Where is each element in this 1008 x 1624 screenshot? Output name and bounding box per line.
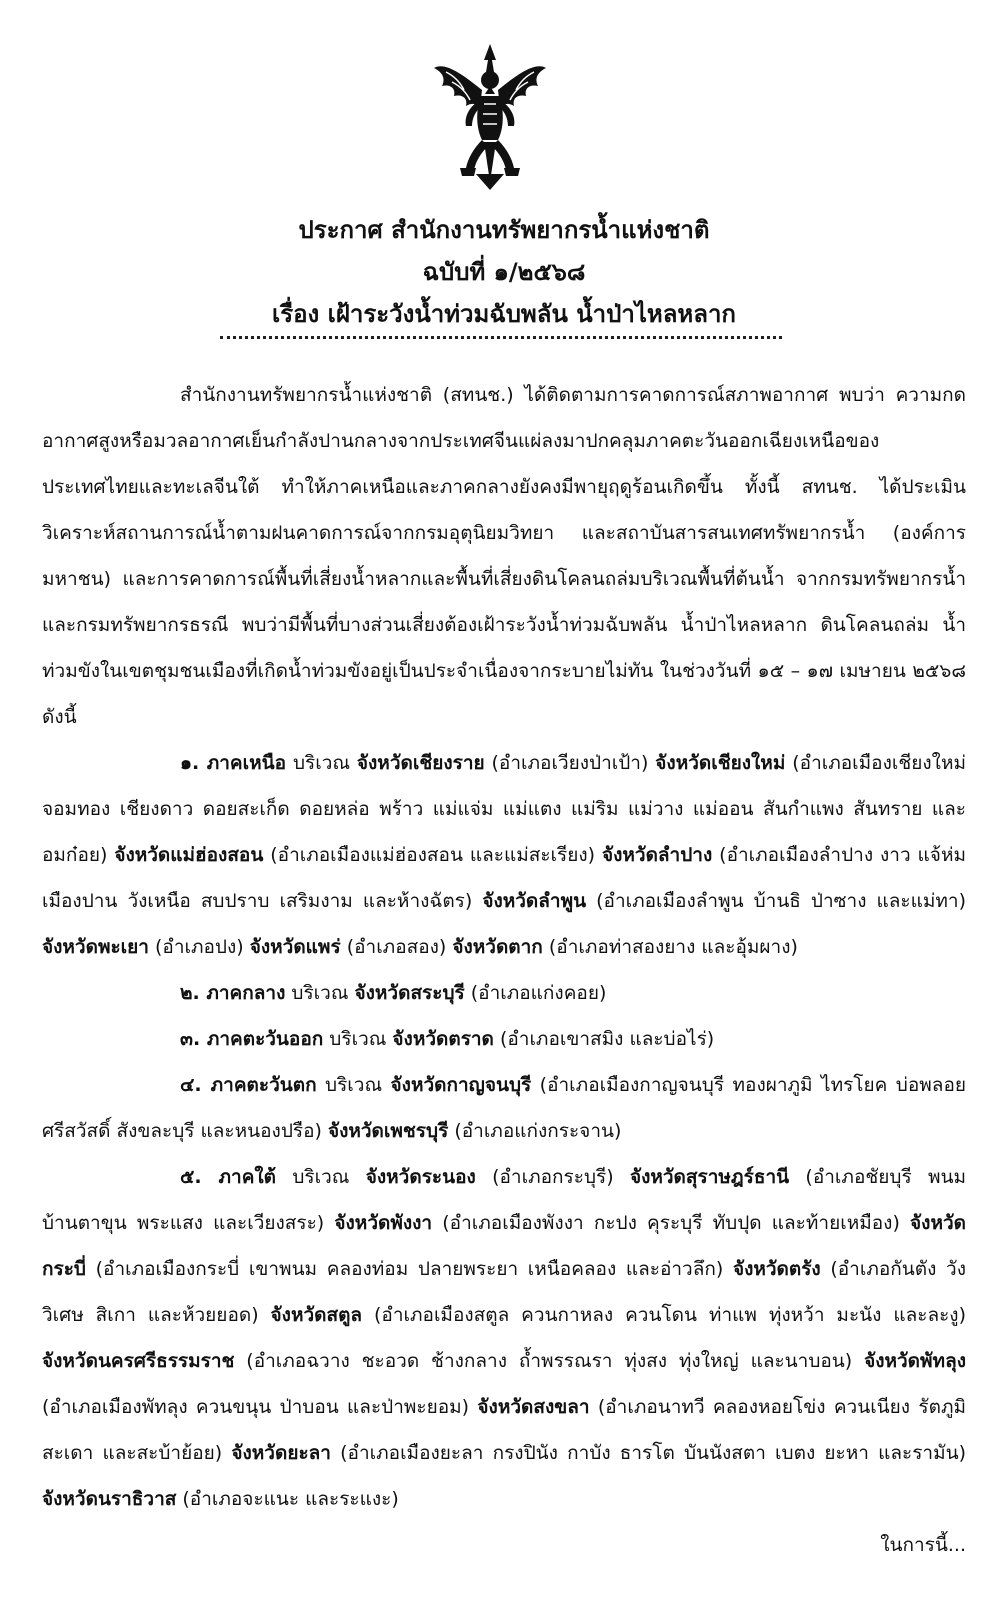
province-name: จังหวัดนครศรีธรรมราช xyxy=(42,1350,235,1372)
subject-title: เรื่อง เฝ้าระวังน้ำท่วมฉับพลัน น้ำป่าไหลหลาก xyxy=(272,300,736,328)
intro-paragraph: สำนักงานทรัพยากรน้ำแห่งชาติ (สทนช.) ได้ติดตามการคาดการณ์สภาพอากาศ พบว่า ความกดอากาศสูงหรือมวลอากาศเย็นกำลังปานกลางจากประเทศจีนแผ่ลงมาปกคลุมภาคตะวันออกเฉียงเหนือของประเทศไทยและทะเลจีนใต้ ทำให้ภาคเหนือและภาคกลางยังคงมีพายุฤดูร้อนเกิดขึ้น ทั้งนี้ สทนช. ได้ประเมินวิเคราะห์สถานการณ์น้ำตามฝนคาดการณ์จากกรมอุตุนิยมวิทยา และสถาบันสารสนเทศทรัพยากรน้ำ (องค์การมหาชน) และการคาดการณ์พื้นที่เสี่ยงน้ำหลากและพื้นที่เสี่ยงดินโคลนถล่มบริเวณพื้นที่ต้นน้ำ จากกรมทรัพยากรน้ำและกรมทรัพยากรธรณี พบว่ามีพื้นที่บางส่วนเสี่ยงต้องเฝ้าระวังน้ำท่วมฉับพลัน น้ำป่าไหลหลาก ดินโคลนถล่ม น้ำท่วมขังในเขตชุมชนเมืองที่เกิดน้ำท่วมขังอยู่เป็นประจำเนื่องจากระบายไม่ทัน ในช่วงวันที่ ๑๕ – ๑๗ เมษายน ๒๕๖๘ ดังนี้ xyxy=(42,384,966,728)
district-list: (อำเภอฉวาง ชะอวด ช้างกลาง ถ้ำพรรณรา ทุ่งสง ทุ่งใหญ่ และนาบอน) xyxy=(234,1350,865,1372)
district-list: (อำเภอเมืองสตูล ควนกาหลง ควนโดน ท่าแพ ทุ่งหว้า มะนัง และละงู) xyxy=(362,1304,966,1326)
district-list: (อำเภอแก่งคอย) xyxy=(464,982,607,1004)
district-list: (อำเภอท่าสองยาง และอุ้มผาง) xyxy=(542,936,798,958)
district-list: (อำเภอเมืองพังงา กะปง คุระบุรี ทับปุด และท้ายเหมือง) xyxy=(432,1212,911,1234)
district-list: (อำเภอเขาสมิง และบ่อไร่) xyxy=(493,1028,715,1050)
region-connector: บริเวณ xyxy=(323,1028,393,1050)
province-name: จังหวัดกาญจนบุรี xyxy=(390,1074,532,1096)
region-connector: บริเวณ xyxy=(285,982,355,1004)
region-label: ๑. ภาคเหนือ xyxy=(180,752,287,774)
district-list: (อำเภอสอง) xyxy=(340,936,453,958)
province-name: จังหวัดลำปาง xyxy=(601,844,713,866)
issue-number: ฉบับที่ ๑/๒๕๖๘ xyxy=(422,258,586,286)
continuation-text: ในการนี้... xyxy=(880,1534,966,1556)
regions-list xyxy=(42,740,966,1522)
province-name: จังหวัดตาก xyxy=(452,936,543,958)
district-list: (อำเภอเมืองกระบี่ เขาพนม คลองท่อม ปลายพระยา เหนือคลอง และอ่าวลึก) xyxy=(85,1258,733,1280)
region-label: ๕. ภาคใต้ xyxy=(180,1166,277,1188)
district-list: (อำเภอเมืองเชียงใหม่ จอมทอง เชียงดาว ดอยสะเก็ด ดอยหล่อ พร้าว แม่แจ่ม แม่แตง แม่ริม แม่วาง แม่ออน สันกำแพง สันทราย และอมก๋อย) xyxy=(42,752,966,866)
district-list: (อำเภอเมืองกาญจนบุรี ทองผาภูมิ ไทรโยค บ่อพลอย ศรีสวัสดิ์ สังขละบุรี และหนองปรือ) xyxy=(42,1074,966,1142)
region-paragraph xyxy=(42,1062,966,1154)
province-name: จังหวัดแม่ฮ่องสอน xyxy=(114,844,264,866)
province-name: จังหวัดสุราษฎร์ธานี xyxy=(629,1166,790,1188)
province-name: จังหวัดกระบี่ xyxy=(42,1212,966,1280)
garuda-emblem-icon xyxy=(430,42,550,192)
province-name: จังหวัดเชียงใหม่ xyxy=(655,752,786,774)
district-list: (อำเภอกันตัง วังวิเศษ สิเกา และห้วยยอด) xyxy=(42,1258,966,1326)
province-name: จังหวัดเชียงราย xyxy=(356,752,485,774)
region-label: ๒. ภาคกลาง xyxy=(180,982,286,1004)
region-label: ๓. ภาคตะวันออก xyxy=(180,1028,324,1050)
province-name: จังหวัดพะเยา xyxy=(42,936,149,958)
district-list: (อำเภอเวียงป่าเป้า) xyxy=(484,752,656,774)
dotted-divider xyxy=(220,336,782,339)
region-connector: บริเวณ xyxy=(276,1166,366,1188)
district-list: (อำเภอเมืองแม่ฮ่องสอน และแม่สะเรียง) xyxy=(263,844,602,866)
province-name: จังหวัดสตูล xyxy=(270,1304,363,1326)
province-name: จังหวัดตราด xyxy=(392,1028,494,1050)
district-list: (อำเภอปง) xyxy=(148,936,250,958)
region-label: ๔. ภาคตะวันตก xyxy=(180,1074,317,1096)
region-connector: บริเวณ xyxy=(316,1074,391,1096)
district-list: (อำเภอเมืองพัทลุง ควนขนุน ป่าบอน และป่าพะยอม) xyxy=(42,1396,478,1418)
district-list: (อำเภอนาทวี คลองหอยโข่ง ควนเนียง รัตภูมิ สะเดา และสะบ้าย้อย) xyxy=(42,1396,966,1464)
district-list: (อำเภอแก่งกระจาน) xyxy=(448,1120,622,1142)
district-list: (อำเภอชัยบุรี พนม บ้านตาขุน พระแสง และเวียงสระ) xyxy=(42,1166,967,1234)
province-name: จังหวัดแพร่ xyxy=(249,936,341,958)
agency-title: ประกาศ สำนักงานทรัพยากรน้ำแห่งชาติ xyxy=(298,216,710,244)
district-list: (อำเภอเมืองลำพูน บ้านธิ ป่าซาง และแม่ทา) xyxy=(586,890,966,912)
district-list: (อำเภอเมืองลำปาง งาว แจ้ห่ม เมืองปาน วังเหนือ สบปราบ เสริมงาม และห้างฉัตร) xyxy=(42,844,966,912)
province-name: จังหวัดลำพูน xyxy=(482,890,587,912)
district-list: (อำเภอกระบุรี) xyxy=(475,1166,630,1188)
province-name: จังหวัดยะลา xyxy=(231,1442,331,1464)
region-connector: บริเวณ xyxy=(286,752,357,774)
region-paragraph xyxy=(42,740,966,970)
province-name: จังหวัดตรัง xyxy=(732,1258,821,1280)
region-paragraph xyxy=(42,1016,966,1062)
province-name: จังหวัดระนอง xyxy=(365,1166,476,1188)
province-name: จังหวัดสระบุรี xyxy=(354,982,465,1004)
region-paragraph xyxy=(42,1154,966,1522)
province-name: จังหวัดพังงา xyxy=(334,1212,433,1234)
district-list: (อำเภอเมืองยะลา กรงปินัง กาบัง ธารโต บันนังสตา เบตง ยะหา และรามัน) xyxy=(330,1442,966,1464)
announcement-body xyxy=(42,372,966,1522)
province-name: จังหวัดเพชรบุรี xyxy=(327,1120,449,1142)
district-list: (อำเภอจะแนะ และระแงะ) xyxy=(176,1488,399,1510)
province-name: จังหวัดสงขลา xyxy=(477,1396,590,1418)
province-name: จังหวัดนราธิวาส xyxy=(42,1488,177,1510)
province-name: จังหวัดพัทลุง xyxy=(864,1350,966,1372)
region-paragraph xyxy=(42,970,966,1016)
